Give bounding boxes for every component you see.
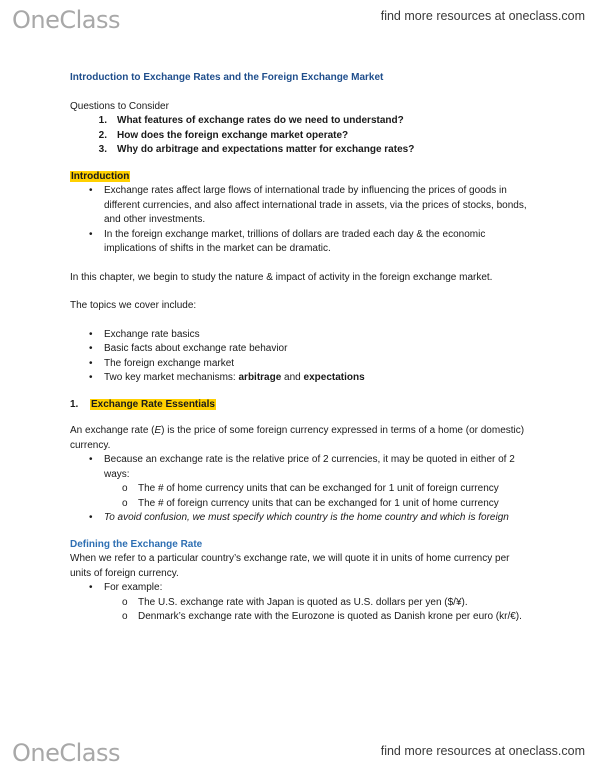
list-item: • To avoid confusion, we must specify which country is the home country and which is foreign (70, 511, 530, 526)
list-item: • Basic facts about exchange rate behavior (70, 342, 530, 357)
resources-link-footer[interactable]: find more resources at oneclass.com (380, 744, 585, 758)
list-item: • The foreign exchange market (70, 357, 530, 372)
document-title: Introduction to Exchange Rates and the Foreign Exchange Market (70, 72, 384, 83)
paragraph: The topics we cover include: (70, 300, 197, 311)
list-item: 2. How does the foreign exchange market operate? (98, 129, 349, 141)
topics-list (70, 328, 530, 386)
circle-bullet-icon: o (122, 497, 128, 509)
logo-text: OneClass (12, 6, 121, 34)
logo-text: OneClass (12, 739, 121, 767)
list-item: o The # of home currency units that can be exchanged for 1 unit of foreign currency (104, 482, 530, 497)
questions-heading: Questions to Consider (70, 100, 169, 112)
questions-list (70, 114, 530, 158)
list-item: • Exchange rates affect large flows of international trade by influencing the prices of goods in different currencies, and also affect international trade in assets, via the prices of stocks, bonds, and other investments. (89, 185, 527, 225)
bullet-icon: • (89, 343, 93, 354)
circle-bullet-icon: o (122, 611, 128, 622)
paragraph: When we refer to a particular country’s exchange rate, we will quote it in units of home currency per units of foreign currency. (70, 553, 510, 579)
bullet-icon: • (89, 512, 93, 523)
introduction-heading: Introduction (71, 170, 130, 182)
bullet-icon: • (89, 328, 93, 340)
list-item: • Exchange rate basics (70, 328, 530, 343)
list-item: • In the foreign exchange market, trillions of dollars are traded each day & the economic implications of shifts in the market can be dramatic. (89, 228, 486, 254)
section-number: 1. (70, 398, 79, 410)
section-heading (70, 398, 530, 413)
definition-bullets (70, 453, 530, 526)
intro-bullets (70, 184, 530, 257)
list-item: 3. Why do arbitrage and expectations matter for exchange rates? (98, 144, 415, 155)
resources-link[interactable]: find more resources at oneclass.com (380, 9, 585, 23)
bullet-icon: • (89, 185, 93, 196)
oneclass-logo-footer[interactable] (12, 741, 120, 765)
list-item: o Denmark’s exchange rate with the Eurozone is quoted as Danish krone per euro (kr/€). (104, 610, 530, 625)
oneclass-logo[interactable] (12, 8, 120, 32)
list-item: • For example: o The U.S. exchange rate with Japan is quoted as U.S. dollars per yen ($/¥). o Denmark’s exchange rate with the Eurozone is quoted as Danish krone per euro (kr/€). (70, 581, 530, 625)
list-item: 1. What features of exchange rates do we need to understand? (98, 115, 404, 126)
list-item: • Because an exchange rate is the relative price of 2 currencies, it may be quoted in either of 2 ways: o The # of home currency units that can be exchanged for 1 unit of foreign currency o The # of foreign currency units that can be exchanged for 1 unit of home currency (70, 453, 530, 511)
document-body (70, 71, 530, 625)
sub-list (104, 482, 530, 511)
paragraph: In this chapter, we begin to study the nature & impact of activity in the foreign exchange market. (70, 271, 493, 283)
circle-bullet-icon: o (122, 596, 128, 608)
bullet-icon: • (89, 228, 93, 240)
subsection-heading: Defining the Exchange Rate (70, 538, 203, 550)
definition-paragraph: An exchange rate (E) is the price of some foreign currency expressed in terms of a home (or domestic) currency. (70, 425, 525, 451)
sub-list (104, 596, 530, 625)
list-item: o The # of foreign currency units that can be exchanged for 1 unit of home currency (104, 497, 530, 512)
list-item: o The U.S. exchange rate with Japan is quoted as U.S. dollars per yen ($/¥). (104, 596, 530, 611)
circle-bullet-icon: o (122, 483, 128, 494)
bullet-icon: • (89, 357, 93, 369)
example-bullets (70, 581, 530, 625)
section-title: Exchange Rate Essentials (91, 398, 215, 410)
bullet-icon: • (89, 372, 93, 383)
list-item: • Two key market mechanisms: arbitrage and expectations (70, 371, 530, 386)
bullet-icon: • (89, 454, 93, 465)
bullet-icon: • (89, 582, 93, 593)
